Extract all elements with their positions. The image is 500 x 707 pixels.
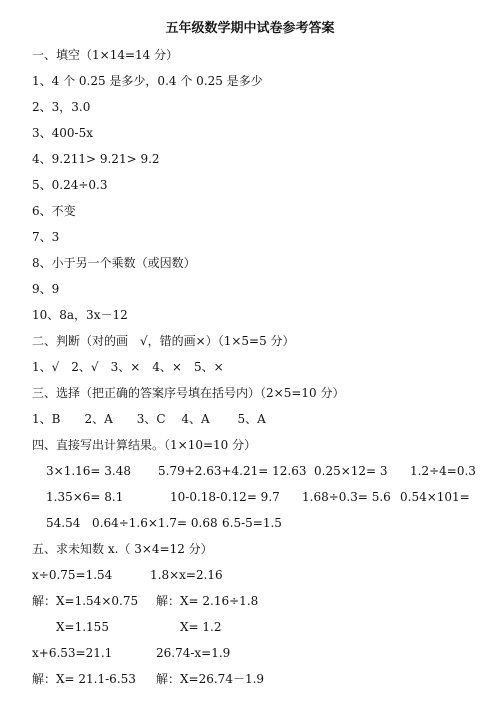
calc-item: 0.54×101= bbox=[400, 490, 470, 504]
calc-item: 1.2÷4=0.3 bbox=[410, 464, 476, 478]
calc-item: 0.25×12= 3 bbox=[314, 464, 388, 478]
section-1-heading: 一、填空（1×14=14 分） bbox=[32, 48, 179, 62]
answer-line: 9、9 bbox=[32, 282, 60, 296]
solution-step: 解：X= 21.1-6.53 bbox=[32, 672, 136, 686]
answer-line: 5、0.24÷0.3 bbox=[32, 178, 108, 192]
answer-line: 6、不变 bbox=[32, 204, 76, 218]
calc-item: 3×1.16= 3.48 bbox=[46, 464, 131, 478]
equation: x÷0.75=1.54 bbox=[32, 568, 113, 582]
answer-line: 4、9.211> 9.21> 9.2 bbox=[32, 152, 160, 166]
solution-result: X= 1.2 bbox=[180, 620, 222, 634]
solution-step: 解：X=26.74－1.9 bbox=[156, 672, 265, 686]
equation: 1.8×x=2.16 bbox=[150, 568, 223, 582]
answer-line: 8、小于另一个乘数（或因数） bbox=[32, 256, 196, 270]
calc-item: 1.35×6= 8.1 bbox=[46, 490, 124, 504]
calc-item: 0.64÷1.6×1.7= 0.68 bbox=[92, 516, 218, 530]
choice-answers: 1、B 2、A 3、C 4、A 5、A bbox=[32, 412, 266, 426]
answer-line: 7、3 bbox=[32, 230, 60, 244]
equation: x+6.53=21.1 bbox=[32, 646, 113, 660]
answer-line: 3、400-5x bbox=[32, 126, 93, 140]
answer-line: 10、8a，3x－12 bbox=[32, 308, 128, 322]
section-2-heading: 二、判断（对的画 √，错的画×）（1×5=5 分） bbox=[32, 334, 295, 348]
answer-line: 1、4 个 0.25 是多少，0.4 个 0.25 是多少 bbox=[32, 74, 263, 88]
calc-item: 54.54 bbox=[46, 516, 81, 530]
section-5-heading: 五、求未知数 x.（ 3×4=12 分） bbox=[32, 542, 213, 556]
judgement-answers: 1、√ 2、√ 3、× 4、× 5、× bbox=[32, 360, 224, 374]
calc-item: 6.5-5=1.5 bbox=[222, 516, 282, 530]
section-3-heading: 三、选择（把正确的答案序号填在括号内）（2×5=10 分） bbox=[32, 386, 345, 400]
calc-item: 1.68÷0.3= 5.6 bbox=[302, 490, 391, 504]
section-4-heading: 四、直接写出计算结果。（1×10=10 分） bbox=[32, 438, 257, 452]
calc-item: 10-0.18-0.12= 9.7 bbox=[170, 490, 280, 504]
solution-result: X=1.155 bbox=[56, 620, 109, 634]
solution-step: 解：X=1.54×0.75 bbox=[32, 594, 139, 608]
solution-step: 解：X= 2.16÷1.8 bbox=[156, 594, 259, 608]
answer-line: 2、3，3.0 bbox=[32, 100, 91, 114]
calc-item: 5.79+2.63+4.21= 12.63 bbox=[158, 464, 307, 478]
equation: 26.74-x=1.9 bbox=[156, 646, 231, 660]
page-title: 五年级数学期中试卷参考答案 bbox=[165, 21, 335, 36]
